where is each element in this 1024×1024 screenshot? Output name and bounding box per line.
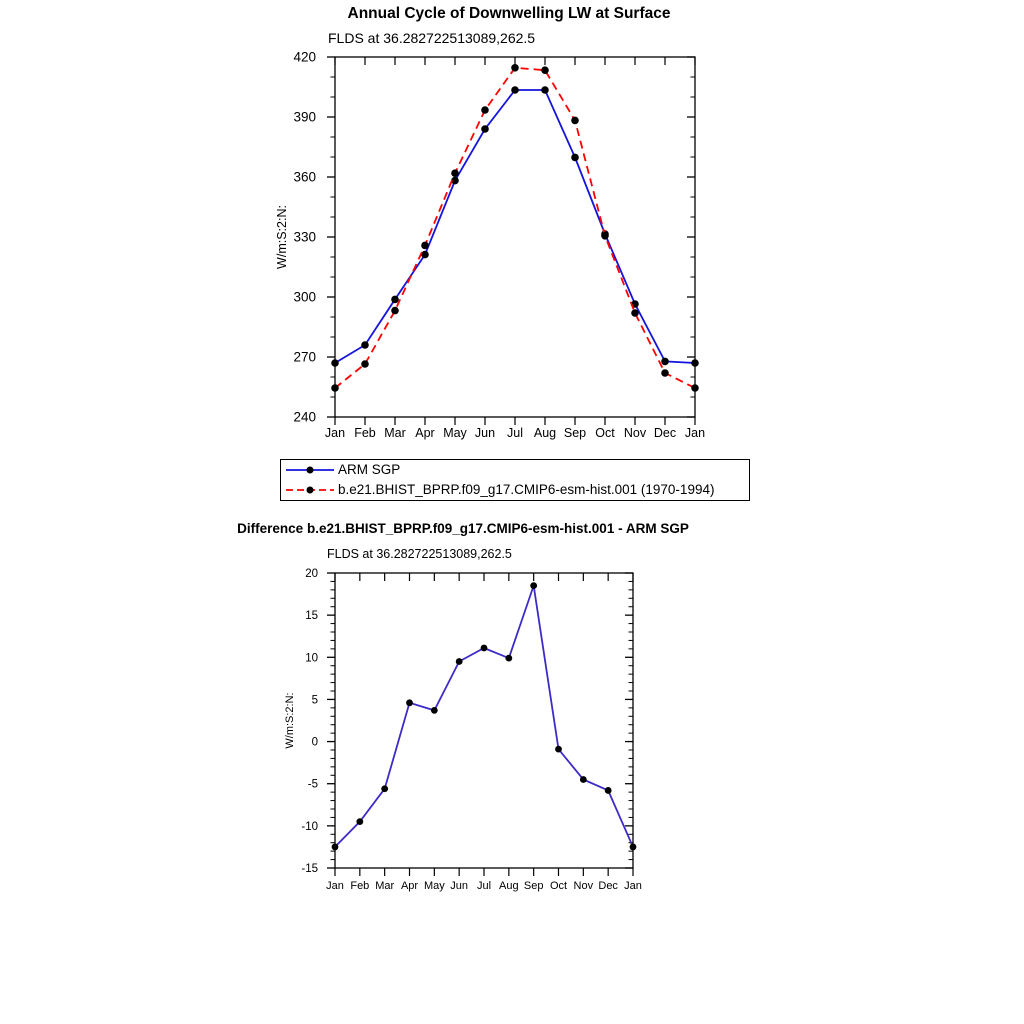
data-point [541,86,549,94]
y-tick-label: 10 [305,652,318,665]
x-tick-label: Jul [507,426,523,440]
bottom-chart-subtitle: FLDS at 36.282722513089,262.5 [327,547,512,561]
x-tick-label: Nov [573,880,594,892]
x-tick-label: Apr [415,426,435,440]
data-point [605,787,612,794]
y-axis-name: W/m:S:2:N: [284,692,296,749]
y-tick-label: -10 [301,820,318,833]
top-chart-subtitle: FLDS at 36.282722513089,262.5 [328,30,536,46]
data-point [691,384,699,392]
data-point [332,844,339,851]
x-tick-label: Feb [350,880,370,892]
data-point [456,658,463,665]
y-tick-label: 240 [293,409,316,425]
data-point [381,785,388,792]
x-tick-label: Oct [595,426,615,440]
y-tick-label: 0 [311,736,318,749]
x-tick-label: Aug [533,426,557,440]
data-point [391,296,399,304]
data-point [481,106,489,114]
data-point [356,818,363,825]
y-axis-ticks [301,568,633,875]
data-point [601,232,609,240]
y-axis-name: W/m:S:2:N: [275,205,289,269]
x-axis-ticks [325,57,705,440]
legend-dashed-line-sample [284,484,336,496]
x-tick-label: May [423,880,445,892]
data-point [451,169,459,177]
data-point [481,645,488,652]
x-tick-label: Jan [624,880,642,892]
x-tick-label: Nov [623,426,647,440]
legend-item-model [281,480,749,499]
data-point [361,360,369,368]
y-tick-label: 330 [293,229,316,245]
y-tick-label: 20 [305,568,318,581]
x-axis-ticks [326,573,642,892]
plot-frame [335,573,633,868]
data-point [511,64,519,72]
y-tick-label: 5 [311,694,318,707]
legend-label-model: b.e21.BHIST_BPRP.f09_g17.CMIP6-esm-hist.001 (1970-1994) [338,482,715,498]
data-point [661,369,669,377]
legend-box [280,459,750,501]
data-point [511,86,519,94]
x-tick-label: Jun [450,880,469,892]
legend-solid-line-sample [284,464,336,476]
y-tick-label: 300 [293,289,316,305]
x-tick-label: Dec [653,426,677,440]
bottom-chart-plot [284,568,642,892]
x-tick-label: Mar [384,426,406,440]
data-point [505,655,512,662]
data-point [530,582,537,589]
data-point [661,358,669,366]
x-tick-label: Feb [354,426,376,440]
legend-item-arm-sgp [281,461,749,480]
x-tick-label: Mar [375,880,395,892]
data-point [555,746,562,753]
plot-frame [335,57,695,417]
data-point [431,707,438,714]
x-tick-label: Aug [499,880,519,892]
data-point [481,125,489,133]
x-tick-label: Jan [324,426,346,440]
x-tick-label: Oct [549,880,568,892]
data-point [406,699,413,706]
data-point [361,341,369,349]
data-point [571,117,579,125]
y-tick-label: 15 [305,610,318,623]
data-point [331,384,339,392]
series-line [335,90,695,363]
data-point [331,359,339,367]
y-tick-label: -5 [307,778,318,791]
series-line [335,586,633,847]
y-axis-ticks [293,50,695,425]
data-point [571,154,579,162]
y-tick-label: 420 [293,49,316,65]
data-point [421,242,429,250]
y-tick-label: 390 [293,109,316,125]
legend-label-arm-sgp: ARM SGP [338,462,401,478]
x-tick-label: May [443,426,467,440]
data-point [631,309,639,317]
x-tick-label: Sep [563,426,587,440]
data-point [421,251,429,259]
y-tick-label: 360 [293,169,316,185]
x-tick-label: Jan [326,880,344,892]
bottom-chart-title: Difference b.e21.BHIST_BPRP.f09_g17.CMIP6-esm-hist.001 - ARM SGP [237,521,689,536]
y-tick-label: -15 [301,863,318,876]
x-tick-label: Jul [476,880,492,892]
x-tick-label: Sep [523,880,544,892]
x-tick-label: Jun [474,426,496,440]
series-line [335,68,695,388]
x-tick-label: Dec [598,880,618,892]
data-point [391,307,399,315]
data-point [580,776,587,783]
x-tick-label: Apr [400,880,419,892]
data-point [630,844,637,851]
y-tick-label: 270 [293,349,316,365]
top-chart-title: Annual Cycle of Downwelling LW at Surface [347,5,671,22]
data-point [691,359,699,367]
x-tick-label: Jan [684,426,706,440]
top-chart-plot [275,50,705,440]
data-point [541,66,549,74]
